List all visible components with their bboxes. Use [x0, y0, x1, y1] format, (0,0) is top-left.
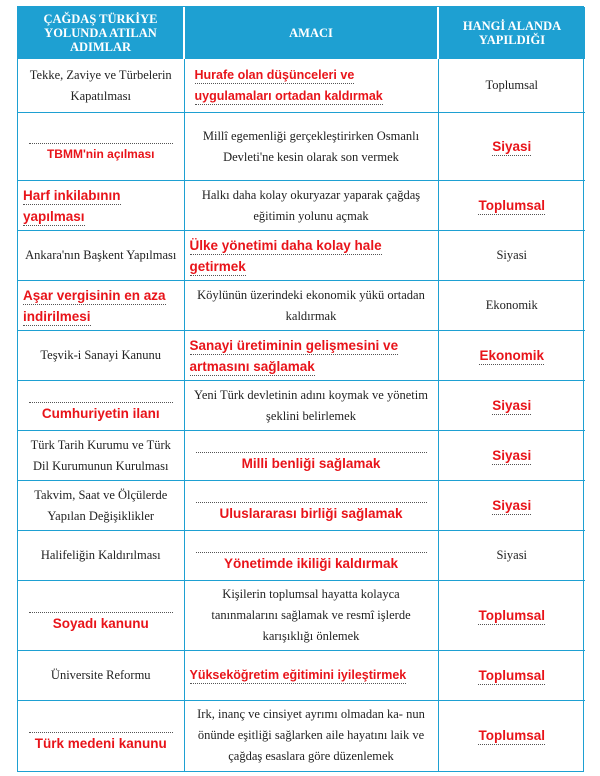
step-cell: [18, 113, 184, 181]
step-cell: [18, 431, 184, 481]
step-text: Üniversite Reformu: [50, 668, 151, 682]
area-cell: [438, 701, 585, 771]
header-purpose: AMACI: [184, 7, 438, 59]
area-text: Siyasi: [496, 248, 528, 262]
area-cell: [438, 231, 585, 281]
purpose-text: Halkı daha kolay okuryazar yaparak çağdaş eğitimin yolunu açmak: [201, 187, 421, 223]
area-answer: Toplumsal: [478, 198, 545, 213]
purpose-answer: Sanayi üretiminin gelişmesini ve artmasını sağlamak: [189, 337, 399, 374]
answer-line: [29, 718, 173, 733]
step-answer: Soyadı kanunu: [52, 615, 149, 631]
step-cell: [18, 381, 184, 431]
reforms-table: [17, 6, 584, 772]
area-text: Siyasi: [496, 548, 528, 562]
answer-line: [29, 388, 173, 403]
step-text: Teşvik-i Sanayi Kanunu: [40, 348, 162, 362]
answer-line: [29, 598, 173, 613]
step-cell: [18, 531, 184, 581]
area-cell: [438, 431, 585, 481]
area-cell: [438, 281, 585, 331]
table-row: [18, 531, 585, 581]
step-cell: [18, 281, 184, 331]
purpose-cell: [184, 431, 438, 481]
area-answer: Toplumsal: [478, 728, 545, 744]
step-text: Tekke, Zaviye ve Türbelerin Kapatılması: [29, 67, 172, 103]
area-answer: Toplumsal: [478, 668, 545, 683]
table-row: [18, 231, 585, 281]
purpose-cell: [184, 581, 438, 651]
purpose-cell: [184, 231, 438, 281]
area-cell: [438, 651, 585, 701]
area-cell: [438, 59, 585, 113]
area-cell: [438, 381, 585, 431]
purpose-cell: [184, 531, 438, 581]
area-cell: [438, 113, 585, 181]
table-row: [18, 651, 585, 701]
area-cell: [438, 331, 585, 381]
table-row: [18, 59, 585, 113]
purpose-cell: [184, 651, 438, 701]
purpose-cell: [184, 701, 438, 771]
purpose-cell: [184, 181, 438, 231]
area-cell: [438, 581, 585, 651]
answer-line: [196, 438, 427, 453]
purpose-cell: [184, 381, 438, 431]
purpose-text: Irk, inanç ve cinsiyet ayrımı olmadan ka- nun önünde eşitliği sağlarken aile hayatını laik ve çağdaş esaslara göre düzenlemek: [197, 707, 425, 764]
table-row: [18, 701, 585, 771]
step-answer: Cumhuriyetin ilanı: [41, 405, 160, 421]
purpose-text: Millî egemenliği gerçekleştirirken Osmanlı Devleti'ne kesin olarak son vermek: [202, 128, 420, 164]
step-text: Halifeliğin Kaldırılması: [40, 548, 161, 562]
answer-line: [196, 538, 427, 553]
table-row: [18, 381, 585, 431]
area-answer: Siyasi: [492, 398, 532, 413]
step-text: Takvim, Saat ve Ölçülerde Yapılan Değişiklikler: [34, 487, 168, 523]
step-cell: [18, 481, 184, 531]
step-answer: Harf inkilabının yapılması: [23, 187, 121, 224]
area-cell: [438, 481, 585, 531]
table-row: [18, 581, 585, 651]
step-cell: [18, 581, 184, 651]
area-text: Ekonomik: [485, 298, 538, 312]
purpose-answer: Yükseköğretim eğitimini iyileştirmek: [189, 668, 407, 682]
area-answer: Siyasi: [492, 498, 532, 513]
header-area: HANGİ ALANDA YAPILDIĞI: [438, 7, 585, 59]
purpose-answer: Milli benliği sağlamak: [241, 455, 381, 471]
answer-line: [29, 129, 173, 144]
purpose-cell: [184, 113, 438, 181]
step-cell: [18, 181, 184, 231]
purpose-text: Köylünün üzerindeki ekonomik yükü ortadan kaldırmak: [197, 287, 425, 323]
purpose-cell: [184, 331, 438, 381]
table-row: [18, 481, 585, 531]
area-answer: Siyasi: [492, 139, 532, 154]
header-steps: ÇAĞDAŞ TÜRKİYE YOLUNDA ATILAN ADIMLAR: [18, 7, 184, 59]
step-cell: [18, 231, 184, 281]
step-text: Ankara'nın Başkent Yapılması: [25, 248, 177, 262]
step-text: Türk Tarih Kurumu ve Türk Dil Kurumunun Kurulması: [30, 437, 171, 473]
reforms-table-grid: [18, 7, 585, 771]
step-cell: [18, 701, 184, 771]
step-cell: [18, 331, 184, 381]
step-cell: [18, 651, 184, 701]
purpose-answer: Hurafe olan düşünceleri ve uygulamaları ortadan kaldırmak: [194, 67, 383, 103]
purpose-text: Kişilerin toplumsal hayatta kolayca tanınmalarını sağlamak ve resmî işlerde karışıklığı önlemek: [211, 587, 411, 643]
table-row: [18, 331, 585, 381]
area-text: Toplumsal: [485, 78, 539, 92]
area-answer: Siyasi: [492, 448, 532, 463]
step-answer: Türk medeni kanunu: [34, 735, 167, 751]
area-cell: [438, 181, 585, 231]
step-answer: TBMM'nin açılması: [46, 146, 155, 161]
purpose-cell: [184, 281, 438, 331]
area-answer: Toplumsal: [478, 608, 545, 623]
purpose-cell: [184, 59, 438, 113]
purpose-answer: Yönetimde ikiliği kaldırmak: [223, 555, 399, 571]
step-cell: [18, 59, 184, 113]
purpose-cell: [184, 481, 438, 531]
step-answer: Aşar vergisinin en aza indirilmesi: [23, 287, 166, 324]
answer-line: [196, 488, 427, 503]
purpose-text: Yeni Türk devletinin adını koymak ve yönetim şeklini belirlemek: [194, 387, 428, 423]
area-answer: Ekonomik: [479, 348, 544, 363]
table-row: [18, 113, 585, 181]
table-row: [18, 281, 585, 331]
purpose-answer: Ülke yönetimi daha kolay hale getirmek: [189, 237, 382, 274]
table-row: [18, 181, 585, 231]
header-row: [18, 7, 585, 59]
table-row: [18, 431, 585, 481]
area-cell: [438, 531, 585, 581]
purpose-answer: Uluslararası birliği sağlamak: [219, 505, 403, 521]
